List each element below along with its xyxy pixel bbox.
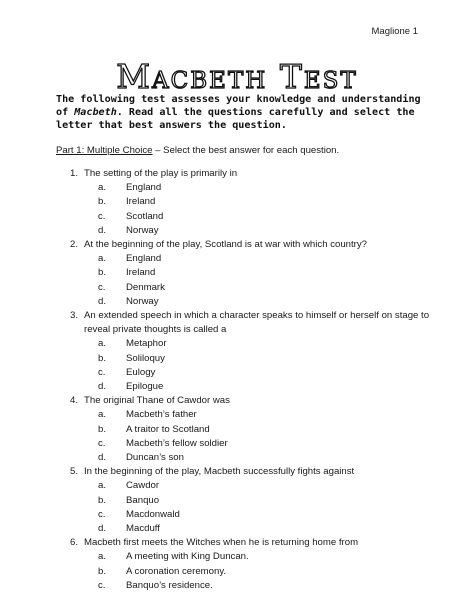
option-text: Norway — [126, 295, 159, 307]
answer-option[interactable] — [84, 181, 438, 195]
part-heading-label: Part 1: Multiple Choice — [56, 145, 153, 156]
answer-option[interactable] — [84, 508, 438, 522]
answer-option[interactable] — [84, 281, 438, 295]
part-instruction: – Select the best answer for each question. — [152, 145, 340, 156]
answer-options — [84, 252, 438, 309]
option-text: Denmark — [126, 281, 165, 293]
answer-option[interactable] — [84, 451, 438, 465]
option-letter: a. — [98, 480, 107, 492]
option-text: Eulogy — [126, 366, 156, 378]
question-text: The setting of the play is primarily in — [84, 168, 238, 179]
question-text: An extended speech in which a character speaks to himself or herself on stage to reveal private thoughts is called a — [84, 310, 430, 336]
option-text: Macbeth’s fellow soldier — [126, 437, 228, 449]
answer-option[interactable] — [84, 423, 438, 437]
option-text: Epilogue — [126, 381, 164, 393]
question-text: Macbeth first meets the Witches when he is returning home from — [84, 537, 359, 549]
question-number: 6. — [70, 537, 79, 549]
option-text: Macdonwald — [126, 508, 180, 520]
question-text: In the beginning of the play, Macbeth successfully fights against — [84, 466, 355, 478]
option-text: Norway — [126, 224, 159, 236]
question-number: 5. — [70, 466, 79, 478]
answer-options — [84, 337, 438, 394]
intro-paragraph — [56, 93, 424, 132]
option-text: Metaphor — [126, 338, 167, 350]
answer-options — [84, 550, 438, 593]
option-text: Duncan’s son — [126, 452, 184, 464]
option-letter: a. — [98, 182, 107, 194]
answer-option[interactable] — [84, 479, 438, 493]
option-letter: c. — [98, 437, 106, 449]
answer-option[interactable] — [84, 352, 438, 366]
option-text: Banquo’s residence. — [126, 579, 213, 591]
option-letter: a. — [98, 253, 107, 265]
option-letter: c. — [98, 210, 106, 222]
answer-option[interactable] — [84, 579, 438, 593]
option-text: A meeting with King Duncan. — [126, 551, 249, 563]
option-text: Cawdor — [126, 480, 160, 492]
option-letter: a. — [98, 338, 107, 350]
question-number: 4. — [70, 395, 79, 407]
answer-option[interactable] — [84, 550, 438, 564]
answer-option[interactable] — [84, 522, 438, 536]
answer-option[interactable] — [84, 437, 438, 451]
option-letter: a. — [98, 551, 107, 563]
option-letter: d. — [98, 523, 107, 535]
question-list — [70, 167, 438, 593]
option-text: Scotland — [126, 210, 164, 222]
question-item — [70, 465, 438, 536]
option-text: England — [126, 182, 162, 194]
option-letter: c. — [98, 508, 106, 520]
question-number: 2. — [70, 239, 79, 251]
option-letter: d. — [98, 452, 107, 464]
answer-option[interactable] — [84, 224, 438, 238]
option-text: Banquo — [126, 494, 160, 506]
option-letter: d. — [98, 381, 107, 393]
intro-text-italic: Macbeth — [74, 107, 117, 118]
intro-text-end: . Read all the questions carefully and select the letter that best answers the question. — [56, 107, 415, 131]
question-item — [70, 536, 438, 593]
question-item — [70, 238, 438, 309]
option-letter: b. — [98, 423, 107, 435]
option-letter: b. — [98, 267, 107, 279]
question-number: 3. — [70, 310, 79, 322]
answer-option[interactable] — [84, 380, 438, 394]
option-letter: b. — [98, 196, 107, 208]
question-text: At the beginning of the play, Scotland is at war with which country? — [84, 239, 367, 251]
question-text: The original Thane of Cawdor was — [84, 395, 230, 407]
option-text: A coronation ceremony. — [126, 565, 227, 577]
answer-options — [84, 479, 438, 536]
option-letter: b. — [98, 565, 107, 577]
option-text: Ireland — [126, 267, 156, 279]
option-letter: d. — [98, 224, 107, 236]
answer-option[interactable] — [84, 366, 438, 380]
question-item — [70, 394, 438, 465]
option-text: Soliloquy — [126, 352, 165, 364]
answer-option[interactable] — [84, 266, 438, 280]
page-header-name: Maglione 1 — [371, 26, 418, 37]
answer-options — [84, 408, 438, 465]
answer-option[interactable] — [84, 494, 438, 508]
question-number: 1. — [70, 168, 79, 179]
question-item — [70, 167, 438, 238]
answer-option[interactable] — [84, 295, 438, 309]
page-title: Macbeth Test — [116, 57, 358, 96]
option-letter: b. — [98, 352, 107, 364]
option-text: Macduff — [126, 523, 160, 535]
option-text: A traitor to Scotland — [126, 423, 210, 435]
question-item — [70, 309, 438, 394]
option-letter: d. — [98, 295, 107, 307]
option-text: Macbeth’s father — [126, 409, 197, 421]
option-letter: c. — [98, 281, 106, 293]
answer-options — [84, 181, 438, 238]
answer-option[interactable] — [84, 337, 438, 351]
answer-option[interactable] — [84, 252, 438, 266]
answer-option[interactable] — [84, 195, 438, 209]
answer-option[interactable] — [84, 210, 438, 224]
answer-option[interactable] — [84, 565, 438, 579]
option-text: England — [126, 253, 162, 265]
option-text: Ireland — [126, 196, 156, 208]
option-letter: b. — [98, 494, 107, 506]
option-letter: c. — [98, 366, 106, 378]
option-letter: a. — [98, 409, 107, 421]
answer-option[interactable] — [84, 408, 438, 422]
part-heading — [56, 145, 339, 156]
option-letter: c. — [98, 579, 106, 591]
intro-text-start: The following test assesses your knowledge and understanding of — [56, 94, 421, 118]
